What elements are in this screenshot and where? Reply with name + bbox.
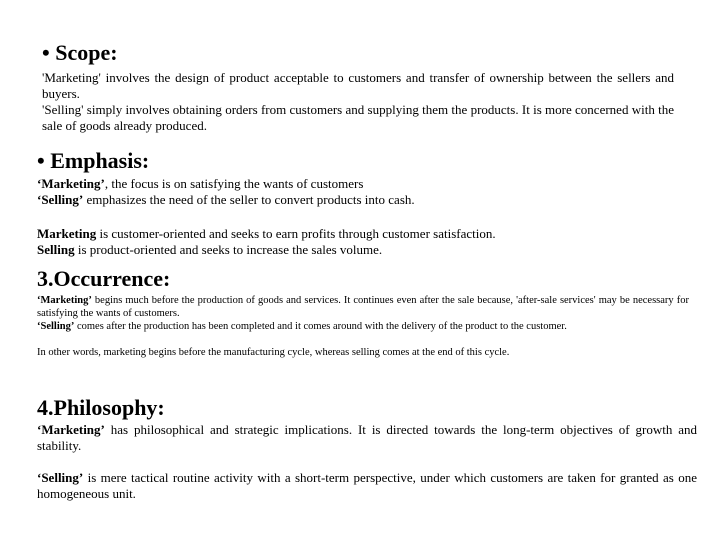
emphasis-selling-orientation-text: is product-oriented and seeks to increase the sales volume. <box>74 242 383 257</box>
emphasis-marketing-orientation-term: Marketing <box>37 226 97 241</box>
philosophy-selling-text: is mere tactical routine activity with a short-term perspective, under which customers are taken for granted as one homogeneous unit. <box>37 470 697 501</box>
occurrence-summary: In other words, marketing begins before the manufacturing cycle, whereas selling comes at the end of this cycle. <box>37 347 510 358</box>
philosophy-heading: 4.Philosophy: <box>37 395 165 420</box>
occurrence-body <box>37 294 689 359</box>
emphasis-line-3 <box>37 226 677 242</box>
philosophy-marketing-text: has philosophical and strategic implications. It is directed towards the long-term objectives of growth and stability. <box>37 422 697 453</box>
emphasis-selling-term: ‘Selling’ <box>37 192 84 207</box>
emphasis-selling-text: emphasizes the need of the seller to convert products into cash. <box>83 192 415 207</box>
emphasis-selling-orientation-term: Selling <box>37 242 75 257</box>
emphasis-heading: • Emphasis: <box>37 148 150 173</box>
philosophy-body <box>37 422 697 502</box>
scope-heading: • Scope: <box>42 40 118 65</box>
philosophy-selling-term: ‘Selling’ <box>37 470 84 485</box>
emphasis-marketing-term: ‘Marketing’ <box>37 176 105 191</box>
occurrence-selling-text: comes after the production has been completed and it comes around with the delivery of the product to the customer. <box>74 321 567 332</box>
emphasis-body <box>37 176 677 258</box>
emphasis-line-1 <box>37 176 677 192</box>
occurrence-marketing-text: begins much before the production of goods and services. It continues even after the sale because, 'after-sale services' may be necessary for satisfying the wants of customers. <box>37 295 689 319</box>
emphasis-marketing-orientation-text: is customer-oriented and seeks to earn profits through customer satisfaction. <box>96 226 496 241</box>
philosophy-marketing <box>37 422 697 454</box>
occurrence-selling-term: ‘Selling’ <box>37 321 75 332</box>
emphasis-line-2 <box>37 192 677 208</box>
occurrence-selling <box>37 320 689 333</box>
philosophy-marketing-term: ‘Marketing’ <box>37 422 105 437</box>
philosophy-selling <box>37 470 697 502</box>
scope-body <box>42 70 674 134</box>
scope-selling-text: 'Selling' simply involves obtaining orders from customers and supplying them the products. It is more concerned with the sale of goods already produced. <box>42 102 674 133</box>
emphasis-line-4 <box>37 242 677 258</box>
occurrence-heading: 3.Occurrence: <box>37 266 171 291</box>
emphasis-marketing-text: , the focus is on satisfying the wants of customers <box>104 176 364 191</box>
occurrence-marketing-term: ‘Marketing’ <box>37 295 92 306</box>
occurrence-marketing <box>37 294 689 320</box>
scope-marketing-text: 'Marketing' involves the design of product acceptable to customers and transfer of ownership between the sellers and buyers. <box>42 70 674 101</box>
